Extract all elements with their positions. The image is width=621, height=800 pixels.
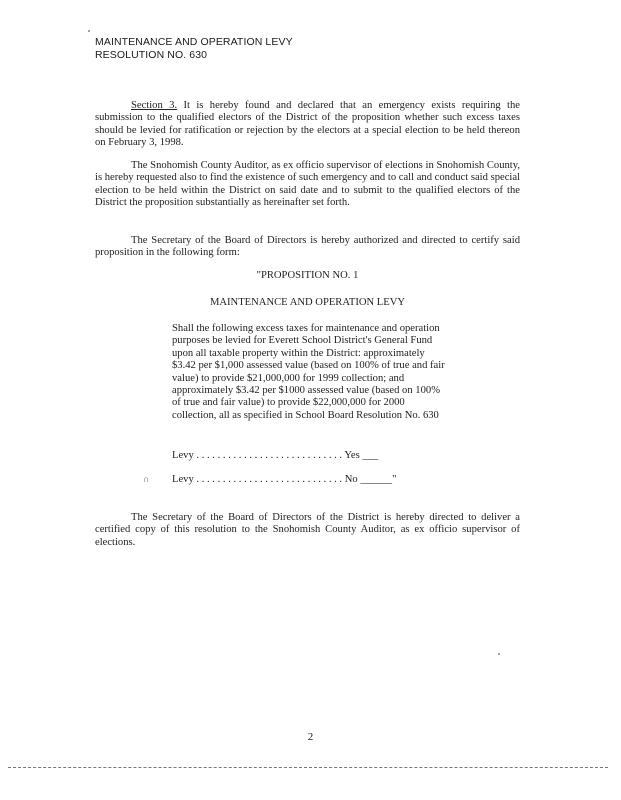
section-3-label: Section 3. xyxy=(131,100,178,111)
page-number: 2 xyxy=(307,731,314,743)
section-3-paragraph xyxy=(95,100,520,150)
document-header xyxy=(95,36,293,62)
scan-edge-line xyxy=(8,767,608,768)
proposition-title: "PROPOSITION NO. 1 xyxy=(256,270,359,281)
margin-mark: ∩ xyxy=(143,474,150,484)
header-resolution-number: RESOLUTION NO. 630 xyxy=(95,49,208,61)
scan-speck xyxy=(88,30,90,32)
proposition-subtitle: MAINTENANCE AND OPERATION LEVY xyxy=(209,297,406,308)
levy-yes-line: Levy . . . . . . . . . . . . . . . . . . . . . . . . . . . . Yes ___ xyxy=(172,450,379,461)
secretary-certify-paragraph: The Secretary of the Board of Directors is hereby authorized and directed to certify said proposition in the following form: xyxy=(95,235,520,259)
proposition-question: Shall the following excess taxes for maintenance and operation purposes be levied for Everett School District's General Fund upon all taxable property within the District: approximately $3.42 per $1,000 assessed value (based on 100% of true and fair value) to provide $21,000,000 for 1999 collection; and approximately $3.42 per $1000 assessed value (based on 100% of true and fair value) to provide $22,000,000 for 2000 collection, all as specified in School Board Resolution No. 630 xyxy=(172,323,445,421)
levy-no-line: Levy . . . . . . . . . . . . . . . . . . . . . . . . . . . . No ______" xyxy=(172,474,397,485)
auditor-paragraph: The Snohomish County Auditor, as ex officio supervisor of elections in Snohomish County, is hereby requested also to find the existence of such emergency and to call and conduct said special election to be held within the District on said date and to submit to the qualified electors of the District the proposition substantially as hereinafter set forth. xyxy=(95,160,520,209)
deliver-paragraph: The Secretary of the Board of Directors of the District is hereby directed to deliver a certified copy of this resolution to the Snohomish County Auditor, as ex officio supervisor of elections. xyxy=(95,512,520,548)
section-3-text: It is hereby found and declared that an emergency exists requiring the submission to the qualified electors of the District of the proposition whether such excess taxes should be levied for ratification or rejection by the electors at a special election to be held thereon on February 3, 1998. xyxy=(95,100,520,149)
scan-speck xyxy=(498,653,500,655)
header-title: MAINTENANCE AND OPERATION LEVY xyxy=(95,36,293,48)
